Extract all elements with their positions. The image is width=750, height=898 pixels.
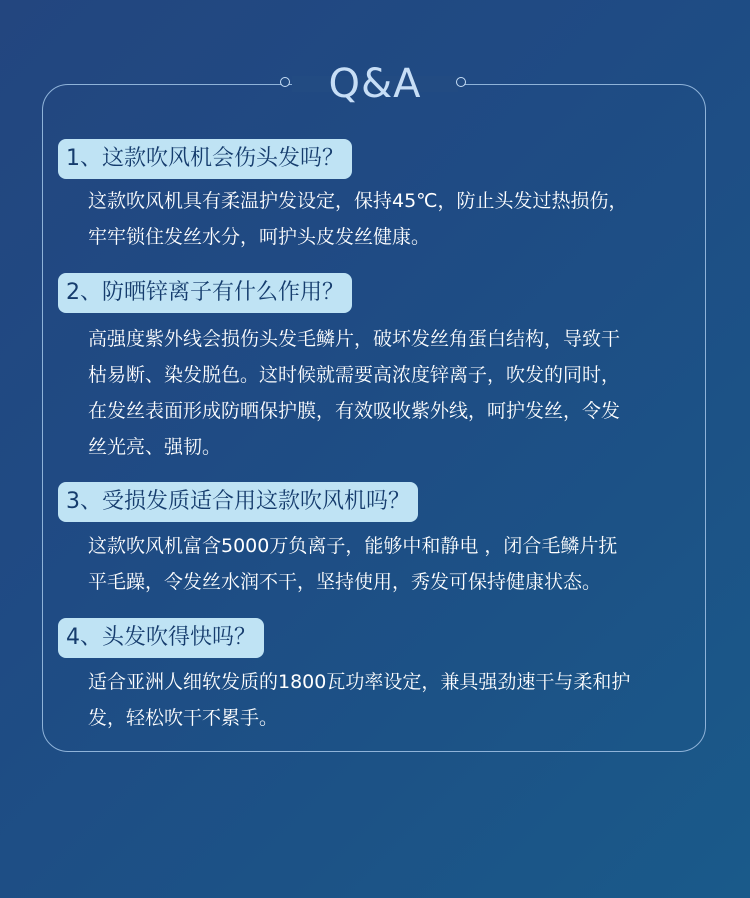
question-4: 4、头发吹得快吗？ [58,618,264,658]
answer-2-line-2: 枯易断、染发脱色。这时候就需要高浓度锌离子，吹发的同时， [88,364,621,386]
answer-1 [88,183,688,255]
answer-2-line-3: 在发丝表面形成防晒保护膜，有效吸收紫外线，呵护发丝，令发 [88,400,621,422]
answer-2-line-4: 丝光亮、强韧。 [88,436,222,458]
title-wrap [0,58,750,110]
answer-3-line-1: 这款吹风机富含5000万负离子，能够中和静电 ，闭合毛鳞片抚 [88,535,618,557]
question-1: 1、这款吹风机会伤头发吗？ [58,139,352,179]
answer-3 [88,528,688,600]
answer-1-line-1: 这款吹风机具有柔温护发设定，保持45℃，防止头发过热损伤， [88,190,628,212]
question-2: 2、防晒锌离子有什么作用？ [58,273,352,313]
question-3: 3、受损发质适合用这款吹风机吗？ [58,482,418,522]
answer-4 [88,664,688,736]
answer-2-line-1: 高强度紫外线会损伤头发毛鳞片，破坏发丝角蛋白结构，导致干 [88,328,621,350]
answer-4-line-2: 发，轻松吹干不累手。 [88,707,279,729]
answer-3-line-2: 平毛躁，令发丝水润不干，坚持使用，秀发可保持健康状态。 [88,571,602,593]
answer-2 [88,321,688,465]
answer-1-line-2: 牢牢锁住发丝水分，呵护头皮发丝健康。 [88,226,431,248]
page-title: Q&A [328,61,422,107]
answer-4-line-1: 适合亚洲人细软发质的1800瓦功率设定，兼具强劲速干与柔和护 [88,671,631,693]
